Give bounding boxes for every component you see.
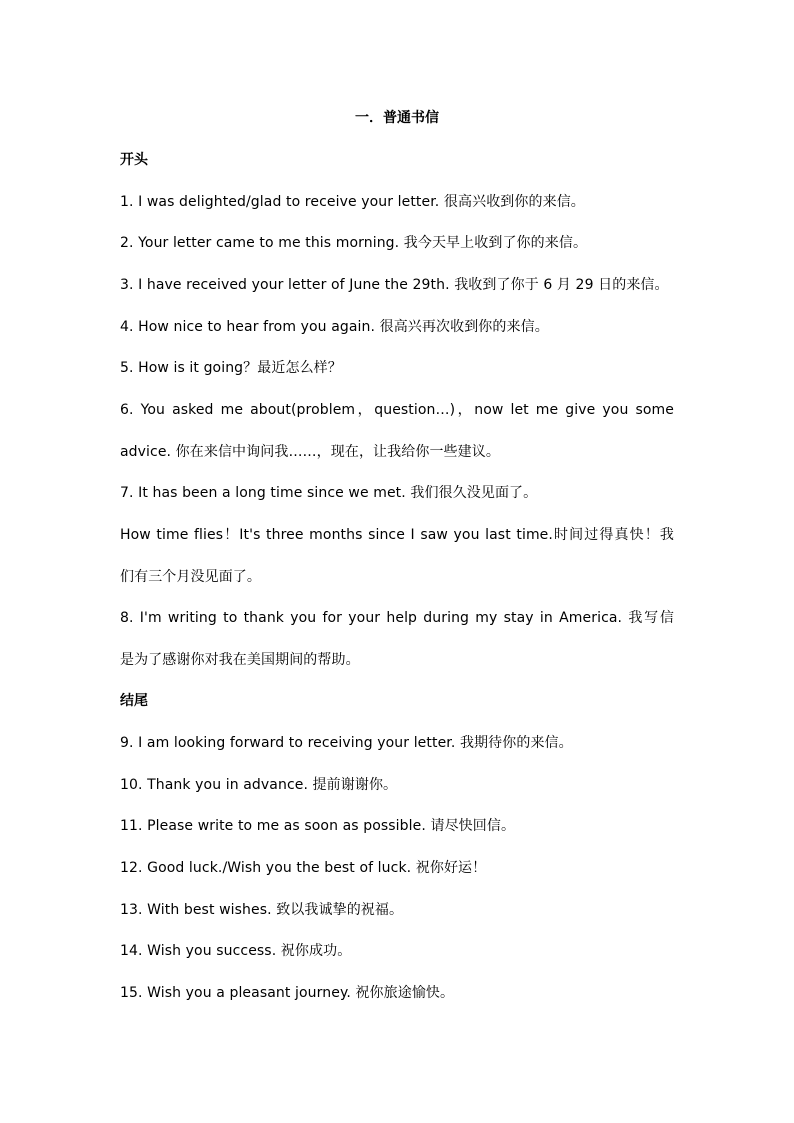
page-title: 一．普通书信 bbox=[355, 110, 439, 126]
phrase-line: 14. Wish you success. 祝你成功。 bbox=[120, 943, 352, 959]
phrase-line: 11. Please write to me as soon as possible. 请尽快回信。 bbox=[120, 818, 516, 834]
phrase-line: 5. How is it going？最近怎么样？ bbox=[120, 360, 342, 376]
phrase-line: 15. Wish you a pleasant journey. 祝你旅途愉快。 bbox=[120, 985, 455, 1001]
phrase-line: 4. How nice to hear from you again. 很高兴再次收到你的来信。 bbox=[120, 319, 549, 335]
phrase-line-continued: 是为了感谢你对我在美国期间的帮助。 bbox=[120, 652, 360, 668]
phrase-line: 13. With best wishes. 致以我诚挚的祝福。 bbox=[120, 902, 404, 918]
phrase-line-continued: advice. 你在来信中询问我……，现在，让我给你一些建议。 bbox=[120, 444, 500, 460]
phrase-line: 1. I was delighted/glad to receive your letter. 很高兴收到你的来信。 bbox=[120, 194, 585, 210]
phrase-line: 8. I'm writing to thank you for your help during my stay in America. 我写信 bbox=[120, 610, 674, 626]
section-heading-closing: 结尾 bbox=[120, 693, 148, 709]
phrase-line: 12. Good luck./Wish you the best of luck. 祝你好运！ bbox=[120, 860, 487, 876]
section-heading-opening: 开头 bbox=[120, 152, 148, 168]
phrase-line: 3. I have received your letter of June the 29th. 我收到了你于 6 月 29 日的来信。 bbox=[120, 277, 669, 293]
phrase-line: 2. Your letter came to me this morning. 我今天早上收到了你的来信。 bbox=[120, 235, 588, 251]
phrase-line-continued: 们有三个月没见面了。 bbox=[120, 569, 261, 585]
phrase-line: 9. I am looking forward to receiving your letter. 我期待你的来信。 bbox=[120, 735, 573, 751]
phrase-line: 10. Thank you in advance. 提前谢谢你。 bbox=[120, 777, 398, 793]
phrase-line: How time flies！It's three months since I saw you last time.时间过得真快！我 bbox=[120, 527, 674, 543]
phrase-line: 7. It has been a long time since we met. 我们很久没见面了。 bbox=[120, 485, 538, 501]
phrase-line: 6. You asked me about(problem，question…)，now let me give you some bbox=[120, 402, 674, 418]
